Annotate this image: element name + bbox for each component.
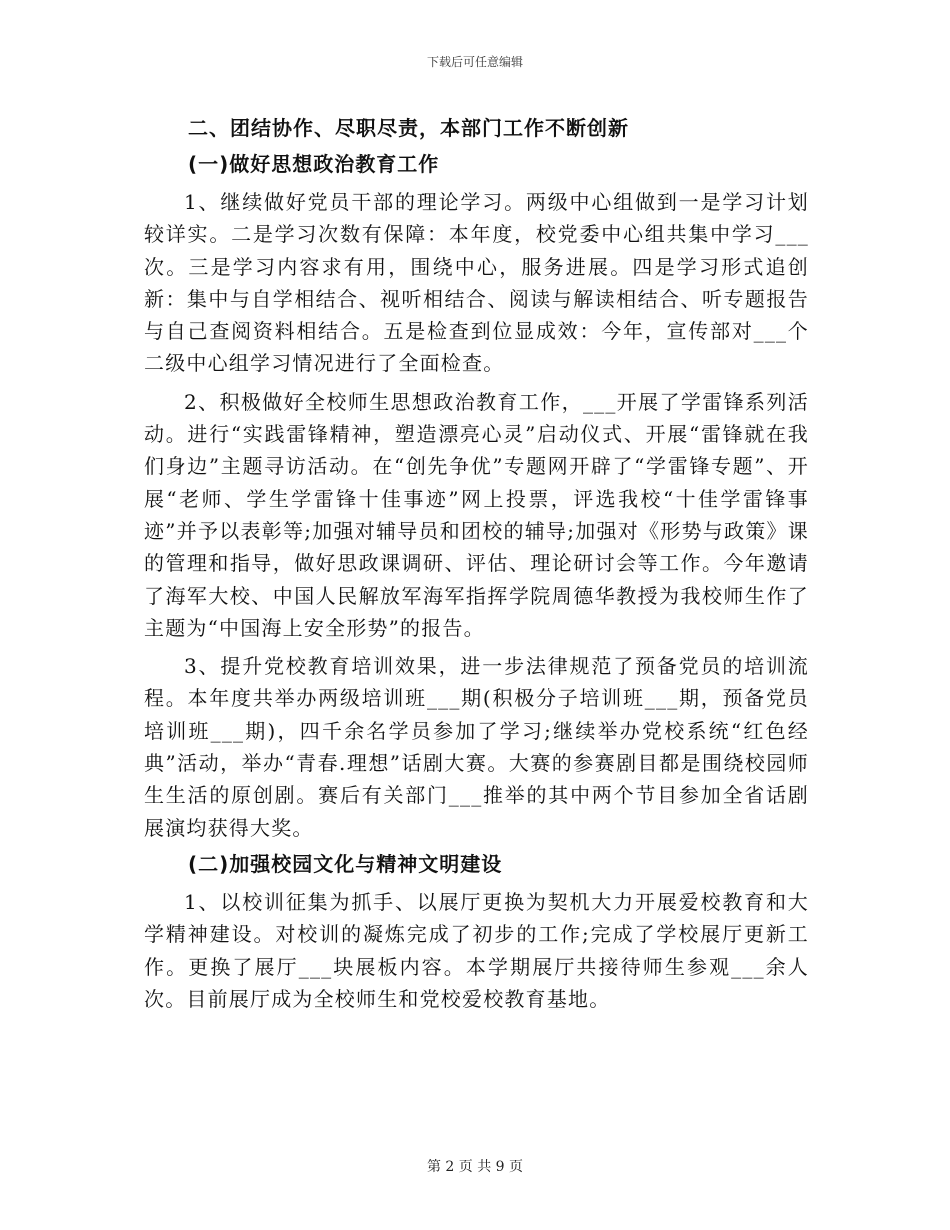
section-title: 二、团结协作、尽职尽责，本部门工作不断创新 — [188, 116, 629, 140]
subsection-title-1: (一)做好思想政治教育工作 — [188, 152, 440, 176]
paragraph: 1、以校训征集为抓手、以展厅更换为契机大力开展爱校教育和大学精神建设。对校训的凝炼完成了初步的工作;完成了学校展厅更新工作。更换了展厅___块展板内容。本学期展厅共接待师生参观___余人次。目前展厅成为全校师生和党校爱校教育基地。 — [144, 889, 809, 1011]
page-header: 下载后可任意编辑 — [426, 55, 523, 69]
document-body — [144, 110, 809, 1015]
paragraph: 3、提升党校教育培训效果，进一步法律规范了预备党员的培训流程。本年度共举办两级培训班___期(积极分子培训班___期，预备党员培训班___期)，四千余名学员参加了学习;继续举办党校系统“红色经典”活动，举办“青春.理想”话剧大赛。大赛的参赛剧目都是围绕校园师生生活的原创剧。赛后有关部门___推举的其中两个节目参加全省话剧展演均获得大奖。 — [144, 654, 809, 840]
paragraph: 2、积极做好全校师生思想政治教育工作，___开展了学雷锋系列活动。进行“实践雷锋精神，塑造漂亮心灵”启动仪式、开展“雷锋就在我们身边”主题寻访活动。在“创先争优”专题网开辟了“学雷锋专题”、开展“老师、学生学雷锋十佳事迹”网上投票，评选我校“十佳学雷锋事迹”并予以表彰等;加强对辅导员和团校的辅导;加强对《形势与政策》课的管理和指导，做好思政课调研、评估、理论研讨会等工作。今年邀请了海军大校、中国人民解放军海军指挥学院周德华教授为我校师生作了主题为“中国海上安全形势”的报告。 — [144, 389, 809, 640]
page-footer: 第 2 页 共 9 页 — [426, 1159, 524, 1175]
paragraph: 1、继续做好党员干部的理论学习。两级中心组做到一是学习计划较详实。二是学习次数有保障：本年度，校党委中心组共集中学习___次。三是学习内容求有用，围绕中心，服务进展。四是学习形式追创新：集中与自学相结合、视听相结合、阅读与解读相结合、听专题报告与自己查阅资料相结合。五是检查到位显成效：今年，宣传部对___个二级中心组学习情况进行了全面检查。 — [144, 190, 809, 376]
subsection-title-2: (二)加强校园文化与精神文明建设 — [188, 851, 503, 876]
